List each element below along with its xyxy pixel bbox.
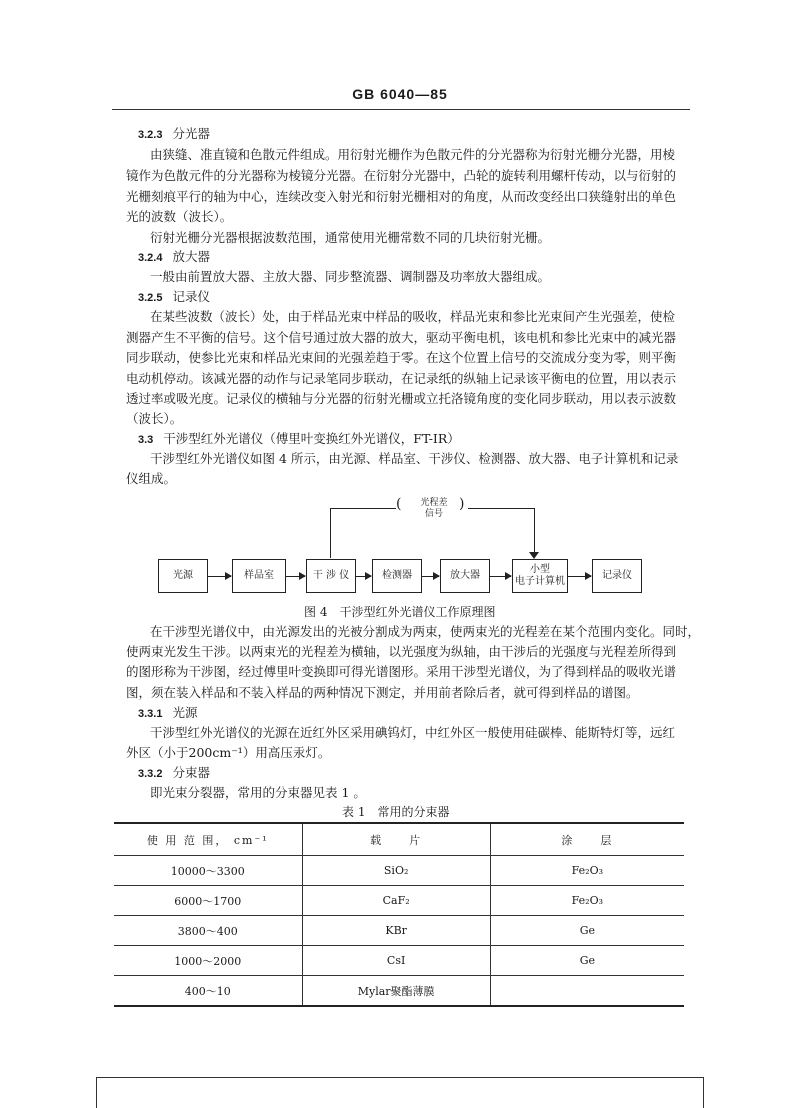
table-row (114, 916, 684, 946)
table-cell: Ge (490, 946, 684, 976)
paragraph-line: 镜作为色散元件的分光器称为棱镜分光器。在衍射分光器中，凸轮的旋转利用螺杆传动，以与衍射的 (126, 168, 677, 183)
arrow-right-icon (286, 576, 305, 577)
paragraph-line: 电动机停动。该减光器的动作与记录笔同步联动，在记录纸的纵轴上记录该平衡电的位置，用以表示 (126, 371, 677, 386)
table-row (114, 976, 684, 1007)
column-header-range: 使 用 范 围， cm⁻¹ (114, 823, 302, 856)
block-sample-chamber: 样品室 (232, 559, 286, 593)
section-title: 光源 (172, 705, 198, 720)
block-computer (512, 559, 568, 593)
paragraph-line: 测器产生不平衡的信号。这个信号通过放大器的放大，驱动平衡电机，该电机和参比光束中的减光器 (126, 330, 677, 345)
paragraph-line: 在某些波数（波长）处，由于样品光束中样品的吸收，样品光束和参比光束间产生光强差，使检 (150, 309, 676, 324)
arrow-right-icon (568, 576, 591, 577)
paragraph-line: 即光束分裂器，常用的分束器见表 1 。 (150, 785, 366, 800)
section-heading-3-2-4 (138, 247, 210, 268)
page-footer-frame (96, 1077, 704, 1108)
table-cell: Fe₂O₃ (490, 886, 684, 916)
paragraph-line: 同步联动，使参比光束和样品光束间的光强差趋于零。在这个位置上信号的交流成分变为零，则平衡 (126, 350, 677, 365)
table-row (114, 886, 684, 916)
section-title: 分束器 (172, 765, 210, 780)
paragraph-line: 图，须在装入样品和不装入样品的两种情况下测定，并用前者除后者，就可得到样品的谱图。 (126, 685, 639, 700)
standard-number-header: GB 6040—85 (352, 86, 448, 102)
paragraph-line: 的图形称为干涉图，经过傅里叶变换即可得光谱图形。采用干涉型光谱仪，为了得到样品的吸收光谱 (126, 664, 677, 679)
loop-line-right (534, 508, 535, 556)
paragraph-line: 透过率或吸光度。记录仪的横轴与分光器的衍射光栅或立托洛镜角度的变化同步联动，用以表示波数 (126, 391, 677, 406)
table-row (114, 946, 684, 976)
figure-caption: 图 4 干涉型红外光谱仪工作原理图 (304, 605, 496, 619)
table-cell: KBr (302, 916, 490, 946)
section-title: 分光器 (172, 126, 210, 141)
table-cell: 3800～400 (114, 916, 302, 946)
block-detector: 检测器 (372, 559, 422, 593)
section-heading-3-3 (138, 429, 460, 450)
table-caption: 表 1 常用的分束器 (342, 805, 450, 819)
block-light-source: 光源 (158, 559, 208, 593)
table-cell: 10000～3300 (114, 856, 302, 886)
section-number: 3.2.5 (138, 292, 163, 304)
paragraph-line: （波长）。 (126, 411, 183, 426)
table-cell: SiO₂ (302, 856, 490, 886)
section-title: 记录仪 (172, 289, 210, 304)
column-header-coating: 涂 层 (490, 823, 684, 856)
section-heading-3-3-1 (138, 703, 197, 724)
paragraph-line: 光栅刻痕平行的轴为中心，连续改变入射光和衍射光栅相对的角度，从而改变经出口狭缝射出的单色 (126, 189, 677, 204)
table-row (114, 856, 684, 886)
arrow-right-icon (208, 576, 231, 577)
block-recorder: 记录仪 (592, 559, 642, 593)
block-amplifier: 放大器 (440, 559, 490, 593)
paragraph-line: 光的波数（波长）。 (126, 209, 233, 224)
table-cell: Fe₂O₃ (490, 856, 684, 886)
section-title: 干涉型红外光谱仪（傅里叶变换红外光谱仪，FT-IR） (163, 431, 460, 446)
signal-label-line-2: 信号 (424, 509, 443, 519)
table-cell: 6000～1700 (114, 886, 302, 916)
section-title: 放大器 (172, 249, 210, 264)
arrow-right-icon (422, 576, 439, 577)
loop-line-top-left (330, 508, 400, 509)
section-number: 3.2.4 (138, 252, 163, 264)
table-cell: 400～10 (114, 976, 302, 1007)
header-rule (112, 109, 690, 110)
paragraph-line: 仪组成。 (126, 471, 177, 486)
paragraph-line: 外区（小于200cm⁻¹）用高压汞灯。 (126, 745, 331, 760)
paragraph-line: 在干涉型光谱仪中，由光源发出的光被分割成为两束，使两束光的光程差在某个范围内变化。同时， (150, 624, 701, 639)
column-header-substrate: 载 片 (302, 823, 490, 856)
table-cell: 1000～2000 (114, 946, 302, 976)
loop-line-left (330, 508, 331, 558)
computer-label-line-1: 小型 (530, 564, 550, 575)
table-cell: Ge (490, 916, 684, 946)
table-cell: CsI (302, 946, 490, 976)
table-cell: CaF₂ (302, 886, 490, 916)
section-heading-3-3-2 (138, 763, 210, 784)
arrow-right-icon (490, 576, 511, 577)
arrow-down-icon (529, 552, 539, 559)
signal-label-line-1: 光程差 (420, 498, 448, 508)
paragraph-line: 干涉型红外光谱仪如图 4 所示，由光源、样品室、干涉仪、检测器、放大器、电子计算机和记录 (150, 451, 679, 466)
table-cell (490, 976, 684, 1007)
block-interferometer: 干 涉 仪 (306, 559, 356, 593)
paragraph-line: 干涉型红外光谱仪的光源在近红外区采用碘钨灯，中红外区一般使用硅碳棒、能斯特灯等，远红 (150, 725, 676, 740)
table-header-row (114, 823, 684, 856)
bracket-right-icon: ) (459, 496, 465, 512)
loop-line-top-right (468, 508, 534, 509)
arrow-right-icon (356, 576, 371, 577)
table-cell: Mylar聚酯薄膜 (302, 976, 490, 1007)
section-number: 3.3.2 (138, 768, 163, 780)
section-number: 3.3 (138, 434, 154, 446)
computer-label-line-2: 电子计算机 (515, 576, 565, 587)
section-number: 3.3.1 (138, 708, 163, 720)
section-heading-3-2-3 (138, 124, 210, 145)
section-number: 3.2.3 (138, 129, 163, 141)
bracket-left-icon: ( (396, 496, 402, 512)
paragraph-line: 由狭缝、准直镜和色散元件组成。用衍射光栅作为色散元件的分光器称为衍射光栅分光器，用棱 (150, 147, 676, 162)
beam-splitter-table (114, 822, 684, 1007)
paragraph-line: 使两束光发生干涉。以两束光的光程差为横轴，以光强度为纵轴，由干涉后的光强度与光程差所得到 (126, 644, 677, 659)
paragraph-line: 衍射光栅分光器根据波数范围，通常使用光栅常数不同的几块衍射光栅。 (150, 230, 551, 245)
paragraph-line: 一般由前置放大器、主放大器、同步整流器、调制器及功率放大器组成。 (150, 269, 551, 284)
section-heading-3-2-5 (138, 287, 210, 308)
optical-path-signal-label (400, 498, 468, 520)
